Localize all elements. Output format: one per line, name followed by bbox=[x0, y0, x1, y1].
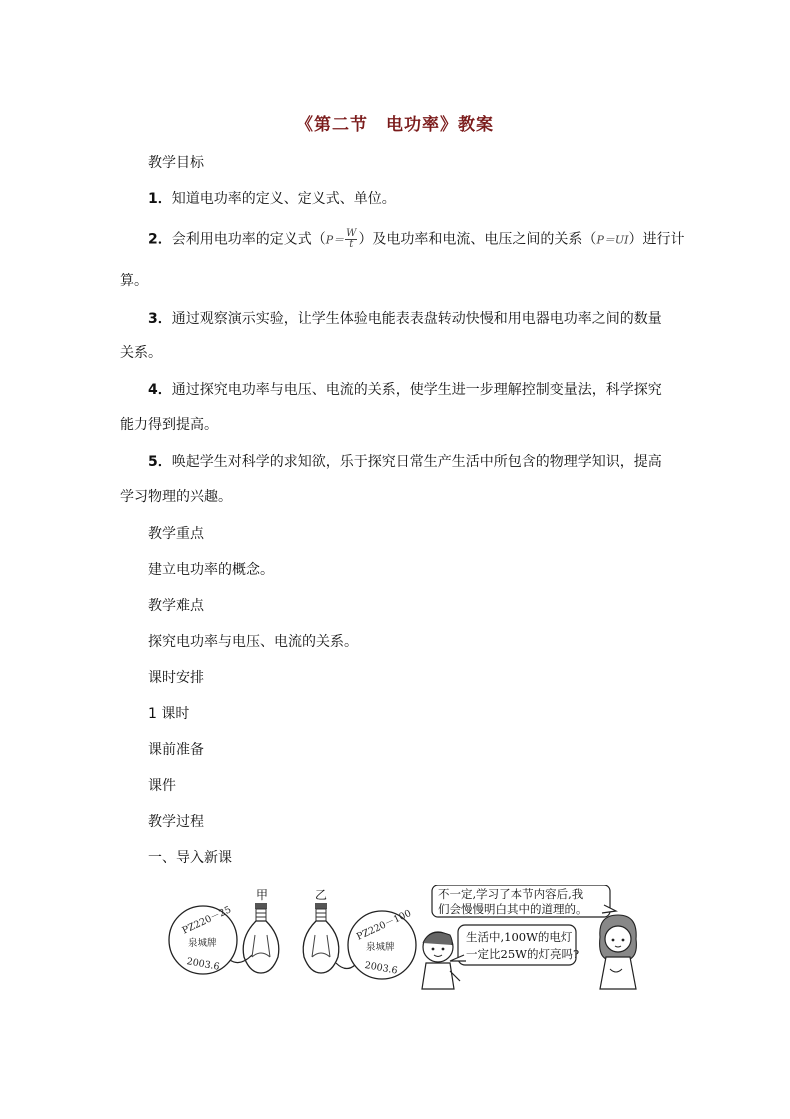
objective-4-continuation: 能力得到提高。 bbox=[120, 417, 218, 433]
stamp-a-rating: PZ220－25 bbox=[180, 904, 234, 937]
stamp-b-date: 2003.6 bbox=[363, 959, 399, 977]
objective-4 bbox=[148, 380, 662, 400]
stamp-a-brand: 泉城牌 bbox=[188, 938, 217, 949]
preparation-text: 课件 bbox=[148, 778, 176, 794]
objective-5-number: 5． bbox=[148, 454, 172, 470]
formula-power-ui: P＝UI bbox=[596, 233, 629, 247]
objective-5-text: 唤起学生对科学的求知欲，乐于探究日常生产生活中所包含的物理学知识，提高 bbox=[171, 454, 662, 470]
objective-2-text-b: ）及电功率和电流、电压之间的关系（ bbox=[358, 231, 597, 248]
objective-5 bbox=[148, 452, 662, 472]
stamp-b-brand: 泉城牌 bbox=[366, 942, 395, 953]
key-points-text: 建立电功率的概念。 bbox=[148, 562, 274, 578]
formula-power-lhs: P＝ bbox=[325, 233, 345, 247]
process-subheading: 一、导入新课 bbox=[148, 850, 232, 866]
girl-speech-bubble bbox=[432, 885, 616, 917]
intro-illustration bbox=[160, 885, 680, 995]
formula-denominator: t bbox=[349, 239, 354, 250]
bulb-a bbox=[243, 888, 279, 973]
objective-2-text-c: ）进行计 bbox=[628, 231, 685, 248]
objective-2-number: 2． bbox=[148, 231, 172, 248]
page-title: 《第二节 电功率》教案 bbox=[296, 115, 494, 135]
boy-bubble-line-2: 一定比25W的灯亮吗? bbox=[466, 947, 580, 961]
objective-3 bbox=[148, 309, 662, 329]
girl-bubble-line-2: 们会慢慢明白其中的道理的。 bbox=[438, 902, 588, 916]
boy-bubble-line-1: 生活中,100W的电灯 bbox=[466, 930, 573, 944]
stamp-a-date: 2003.6 bbox=[185, 956, 221, 973]
key-points-heading: 教学重点 bbox=[148, 526, 204, 542]
bulb-a-label: 甲 bbox=[256, 888, 269, 902]
difficulty-heading: 教学难点 bbox=[148, 598, 204, 614]
bulb-b bbox=[303, 888, 339, 973]
stamp-b-rating: PZ220－100 bbox=[355, 907, 413, 943]
bulb-b-label: 乙 bbox=[315, 888, 328, 902]
objective-1-text: 知道电功率的定义、定义式、单位。 bbox=[171, 191, 396, 207]
girl-character bbox=[600, 915, 637, 989]
objectives-heading: 教学目标 bbox=[148, 155, 204, 171]
objective-1 bbox=[148, 189, 396, 209]
objective-4-text: 通过探究电功率与电压、电流的关系，使学生进一步理解控制变量法，科学探究 bbox=[171, 382, 662, 398]
objective-2-continuation: 算。 bbox=[120, 273, 148, 289]
objective-5-continuation: 学习物理的兴趣。 bbox=[120, 489, 232, 505]
formula-numerator: W bbox=[346, 228, 357, 239]
process-heading: 教学过程 bbox=[148, 814, 204, 830]
objective-3-text: 通过观察演示实验，让学生体验电能表表盘转动快慢和用电器电功率之间的数量 bbox=[171, 311, 662, 327]
preparation-heading: 课前准备 bbox=[148, 742, 204, 758]
objective-3-number: 3． bbox=[148, 311, 172, 327]
boy-speech-bubble bbox=[450, 925, 579, 965]
objective-2-text-a: 会利用电功率的定义式（ bbox=[171, 231, 326, 248]
difficulty-text: 探究电功率与电压、电流的关系。 bbox=[148, 634, 358, 650]
schedule-heading: 课时安排 bbox=[148, 670, 204, 686]
stamp-b bbox=[336, 908, 416, 979]
girl-bubble-line-1: 不一定,学习了本节内容后,我 bbox=[438, 887, 584, 901]
schedule-text: 1 课时 bbox=[148, 706, 190, 722]
objective-1-number: 1． bbox=[148, 191, 172, 207]
objective-4-number: 4． bbox=[148, 382, 172, 398]
objective-2 bbox=[148, 229, 684, 251]
formula-power-fraction bbox=[345, 229, 357, 250]
objective-3-continuation: 关系。 bbox=[120, 345, 162, 361]
stamp-a bbox=[169, 904, 252, 974]
